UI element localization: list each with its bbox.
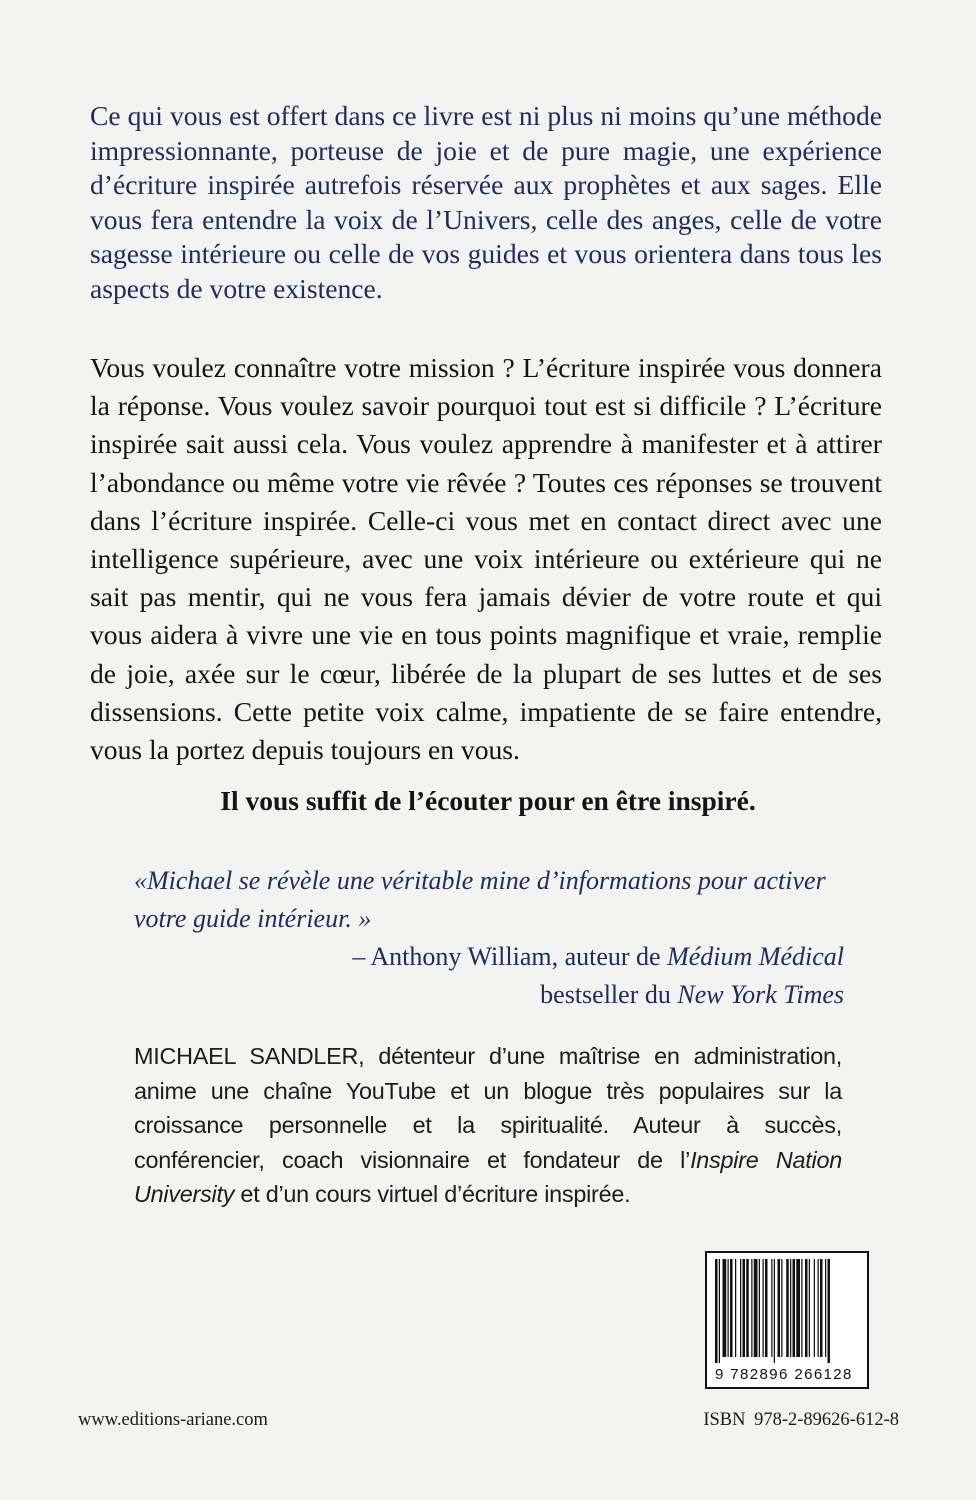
barcode-bar bbox=[825, 1259, 826, 1357]
barcode-bar bbox=[801, 1259, 802, 1357]
barcode-bar bbox=[765, 1259, 768, 1357]
barcode-number: 9 782896 266128 bbox=[715, 1366, 853, 1383]
barcode-bar bbox=[778, 1259, 781, 1357]
barcode-bar bbox=[730, 1259, 733, 1357]
barcode-bar bbox=[719, 1259, 720, 1363]
barcode-bar bbox=[763, 1259, 764, 1357]
barcode-bar bbox=[759, 1259, 760, 1357]
barcode-bar bbox=[820, 1259, 823, 1357]
author-bio bbox=[134, 1039, 842, 1212]
barcode-bar bbox=[723, 1259, 727, 1357]
intro-paragraph: Ce qui vous est offert dans ce livre est ni plus ni moins qu’une méthode impressionnante, porteuse de joie et de pure magie, une expérience d’écriture inspirée autrefois réservée aux prophètes et aux sages. Elle vous fera entendre la voix de l’Univers, celle des anges, celle de votre sagesse intérieure ou celle de vos guides et vous orientera dans tous les aspects de votre existence. bbox=[90, 100, 882, 304]
testimonial-attribution bbox=[352, 938, 844, 976]
barcode-bar bbox=[828, 1259, 831, 1363]
barcode-bar bbox=[715, 1259, 718, 1363]
newspaper-title: New York Times bbox=[677, 980, 844, 1009]
barcode-bar bbox=[751, 1259, 752, 1357]
main-paragraph: Vous voulez connaître votre mission ? L’écriture inspirée vous donnera la réponse. Vous voulez savoir pourquoi tout est si difficile ? L’écriture inspirée sait aussi cela. Vous voulez apprendre à manifester et à attirer l’abondance ou même votre vie rêvée ? Toutes ces réponses se trouvent dans l’écriture inspirée. Celle-ci vous met en contact direct avec une intelligence supérieure, avec une voix intérieure ou extérieure qui ne sait pas mentir, qui ne vous fera jamais dévier de votre route et qui vous aidera à vivre une vie en tous points magnifique et vraie, remplie de joie, axée sur le cœur, libérée de la plupart de ses luttes et de ses dissensions. Cette petite voix calme, impatiente de se faire entendre, vous la portez depuis toujours en vous. bbox=[90, 352, 882, 766]
barcode-bar bbox=[740, 1259, 741, 1357]
barcode-bar bbox=[786, 1259, 789, 1357]
barcode-bar bbox=[774, 1259, 775, 1363]
barcode-bar bbox=[790, 1259, 791, 1357]
barcode-bar bbox=[771, 1259, 772, 1357]
isbn-number: ISBN 978-2-89626-612-8 bbox=[703, 1410, 899, 1430]
testimonial-quote: «Michael se révèle une véritable mine d’informations pour activer votre guide intérieur. » bbox=[134, 866, 826, 933]
author-bio-part1: MICHAEL SANDLER, détenteur d’une maîtrise en administration, anime une chaîne YouTube et un blogue très populaires sur la croissance personnelle et la spiritualité. Auteur à succès, conférencier, coach visionnaire et fondateur de l’ bbox=[134, 1043, 842, 1173]
emphasis-line: Il vous suffit de l’écouter pour en être inspiré. bbox=[220, 785, 756, 816]
isbn-barcode bbox=[705, 1251, 869, 1389]
bestseller-label: bestseller du bbox=[540, 980, 678, 1009]
author-bio-part2: et d’un cours virtuel d’écriture inspirée. bbox=[234, 1181, 631, 1207]
author-bio-institution: Inspire Nation University bbox=[134, 1146, 842, 1207]
barcode-bars-graphic bbox=[715, 1259, 865, 1363]
barcode-bar bbox=[818, 1259, 819, 1357]
attribution-book-title: Médium Médical bbox=[667, 942, 844, 971]
barcode-bar bbox=[735, 1259, 736, 1357]
barcode-bar bbox=[809, 1259, 810, 1357]
barcode-bar bbox=[728, 1259, 729, 1357]
barcode-bar bbox=[814, 1259, 815, 1357]
barcode-bar bbox=[781, 1259, 782, 1357]
testimonial-bestseller bbox=[540, 976, 844, 1014]
barcode-bar bbox=[796, 1259, 800, 1357]
attribution-author: – Anthony William, auteur de bbox=[352, 942, 668, 971]
publisher-website: www.editions-ariane.com bbox=[78, 1410, 268, 1430]
barcode-bar bbox=[754, 1259, 758, 1357]
barcode-bar bbox=[746, 1259, 749, 1357]
barcode-bar bbox=[743, 1259, 746, 1357]
barcode-bar bbox=[793, 1259, 796, 1357]
barcode-bar bbox=[805, 1259, 808, 1357]
